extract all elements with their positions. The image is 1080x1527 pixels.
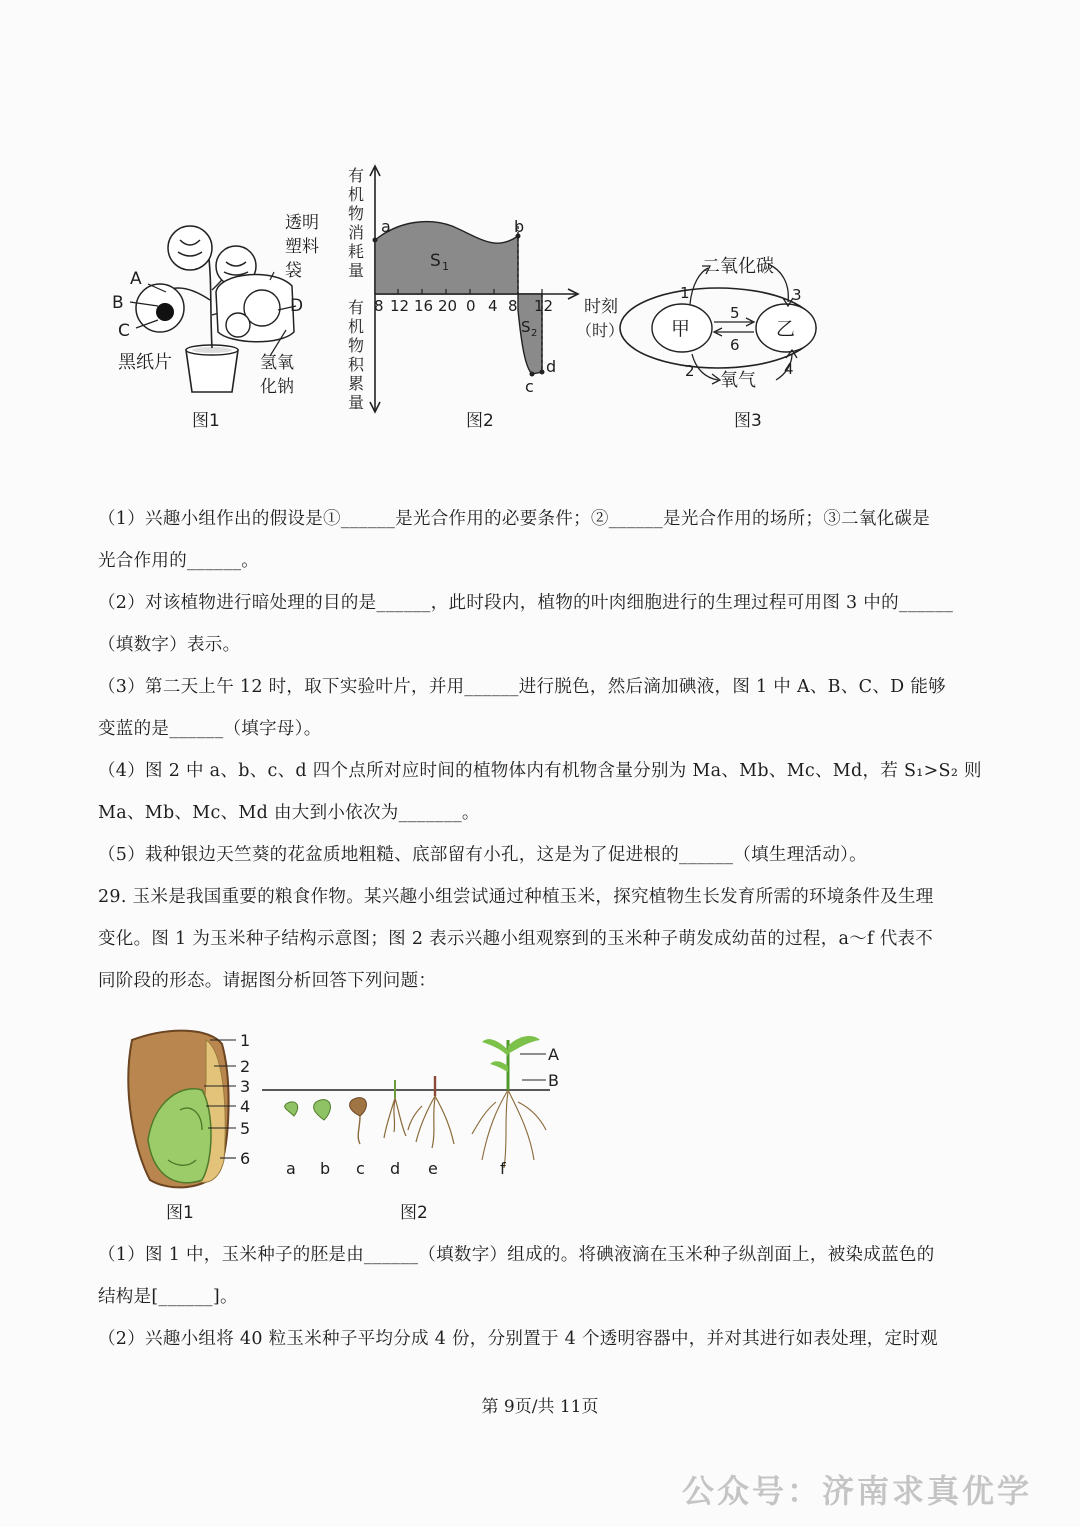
fig1-label-c: C: [118, 321, 130, 341]
question-line: （5）栽种银边天竺葵的花盆质地粗糙、底部留有小孔，这是为了促进根的______（填生理活动）。: [98, 845, 867, 865]
fig2-caption: 图2: [466, 411, 494, 431]
fig3-right-label: 乙: [776, 318, 796, 340]
question-line: 变蓝的是______（填字母）。: [98, 719, 322, 739]
germination-diagram: [262, 1036, 559, 1223]
stage-label-d: d: [390, 1159, 401, 1178]
question-line: 光合作用的______。: [98, 551, 260, 571]
fig1-label-naoh1: 氢氧: [260, 353, 294, 373]
stage-label-f: f: [500, 1159, 506, 1178]
fig2-tick: 8: [374, 297, 384, 315]
fig3-num-1: 1: [680, 284, 690, 302]
question-block-a: [98, 498, 988, 1002]
fig2-x-label-1: 时刻: [584, 297, 618, 317]
mark-b-label: B: [548, 1071, 559, 1090]
question-line: （4）图 2 中 a、b、c、d 四个点所对应时间的植物体内有机物含量分别为 Ma、Mb、Mc、Md，若 S₁>S₂ 则: [98, 761, 982, 781]
fig2-label-c: c: [525, 377, 534, 396]
bottom-figures: [110, 1020, 580, 1230]
fig2-label-s1-sub: 1: [442, 260, 449, 273]
stage-e-seedling: [408, 1076, 454, 1148]
seed-num-5: 5: [240, 1119, 251, 1138]
fig2-tick: 0: [466, 297, 476, 315]
fig2-label-a: a: [381, 217, 391, 236]
stage-b-seed: [314, 1100, 331, 1120]
seed-num-6: 6: [240, 1149, 251, 1168]
black-paper-patch: [156, 303, 174, 321]
question-line: （2）兴趣小组将 40 粒玉米种子平均分成 4 份，分别置于 4 个透明容器中，并对其进行如表处理，定时观: [98, 1329, 938, 1349]
fig1-label-bag3: 袋: [285, 261, 302, 281]
fig3-caption: 图3: [734, 411, 762, 431]
flower-pot: [186, 350, 238, 392]
stage-a-seed: [285, 1102, 298, 1116]
fig1-label-black-paper: 黑纸片: [118, 352, 172, 373]
fig2-area-s1: [375, 222, 518, 294]
fig3-left-label: 甲: [671, 318, 691, 340]
q29-line: 29. 玉米是我国重要的粮食作物。某兴趣小组尝试通过种植玉米，探究植物生长发育所需的环境条件及生理: [98, 887, 934, 907]
fig3-num-6: 6: [730, 336, 740, 354]
fig1-label-naoh2: 化钠: [260, 377, 294, 397]
seed-num-4: 4: [240, 1097, 251, 1116]
fig3-o2-label: 氧气: [720, 370, 756, 391]
seed-num-1: 1: [240, 1031, 251, 1050]
fig2-tick: 12: [534, 297, 554, 315]
fig1-caption: 图1: [192, 411, 220, 431]
corn-seed-diagram: [128, 1031, 250, 1223]
top-figures: [100, 160, 860, 440]
top-figures-svg: [100, 160, 860, 440]
stage-label-c: c: [356, 1159, 365, 1178]
question-line: （3）第二天上午 12 时，取下实验叶片，并用______进行脱色，然后滴加碘液，图 1 中 A、B、C、D 能够: [98, 677, 946, 697]
fig2-label-d: d: [546, 357, 557, 376]
fig2-label-b: b: [514, 217, 525, 236]
fig3-num-4: 4: [784, 360, 794, 378]
fig2-tick: 8: [508, 297, 518, 315]
fig2-label-s1: S: [430, 251, 441, 271]
stage-d-seedling: [384, 1080, 406, 1138]
stage-label-a: a: [286, 1159, 296, 1178]
stage-c-root: [358, 1116, 360, 1144]
fig1-label-b: B: [112, 293, 124, 313]
fig2-label-s2: S: [521, 318, 531, 336]
fig2-point-a: [373, 238, 378, 243]
question-line: 结构是[______]。: [98, 1287, 238, 1307]
fig3-num-5: 5: [730, 304, 740, 322]
fig1-label-a: A: [130, 269, 142, 289]
question-line: （1）兴趣小组作出的假设是①______是光合作用的必要条件；②______是光合作用的场所；③二氧化碳是: [98, 509, 931, 529]
fig2-point-c: [530, 372, 535, 377]
fig2-tick: 12: [390, 297, 410, 315]
fig3-cycle-diagram: [620, 256, 816, 431]
fig3-num-2: 2: [685, 362, 695, 380]
seed-fig-caption: 图1: [166, 1203, 194, 1223]
question-block-b: [98, 1234, 988, 1360]
stage-label-b: b: [320, 1159, 331, 1178]
germination-fig-caption: 图2: [400, 1203, 428, 1223]
fig1-label-bag2: 塑料: [285, 237, 319, 257]
fig2-point-d: [540, 370, 545, 375]
leaf-top: [168, 226, 212, 270]
page-footer: 第 9页/共 11页: [481, 1397, 599, 1417]
stage-label-e: e: [428, 1159, 438, 1178]
fig1-plant-diagram: [112, 213, 319, 431]
seed-num-2: 2: [240, 1057, 251, 1076]
q29-line: 变化。图 1 为玉米种子结构示意图；图 2 表示兴趣小组观察到的玉米种子萌发成幼苗的过程，a～f 代表不: [98, 929, 934, 949]
fig2-tick: 4: [488, 297, 498, 315]
question-line: （2）对该植物进行暗处理的目的是______，此时段内，植物的叶肉细胞进行的生理过程可用图 3 中的______: [98, 593, 954, 613]
question-line: Ma、Mb、Mc、Md 由大到小依次为_______。: [98, 803, 480, 823]
fig2-tick: 20: [438, 297, 458, 315]
fig2-curve-diagram: [370, 166, 624, 431]
fig2-label-s2-sub: 2: [531, 328, 538, 339]
seed-num-3: 3: [240, 1077, 251, 1096]
bottom-figures-svg: [110, 1020, 580, 1230]
fig2-y-upper-label: 有机物消耗量: [347, 166, 364, 280]
fig1-label-bag1: 透明: [285, 213, 319, 233]
fig2-x-label-2: （时）: [576, 321, 625, 340]
question-line: （填数字）表示。: [98, 635, 241, 655]
fig2-tick: 16: [414, 297, 434, 315]
fig2-y-lower-label: 有机物积累量: [347, 298, 364, 412]
watermark: 公众号：济南求真优学: [681, 1472, 1032, 1510]
fig3-num-3: 3: [792, 286, 802, 304]
fig1-label-d: D: [290, 296, 304, 316]
q29-line: 同阶段的形态。请据图分析回答下列问题：: [98, 971, 437, 991]
stage-c-seed: [350, 1098, 367, 1116]
stage-f-seedling: [472, 1036, 546, 1168]
question-line: （1）图 1 中，玉米种子的胚是由______（填数字）组成的。将碘液滴在玉米种子纵剖面上，被染成蓝色的: [98, 1245, 935, 1265]
fig3-co2-label: 二氧化碳: [702, 256, 774, 277]
mark-a-label: A: [548, 1045, 559, 1064]
